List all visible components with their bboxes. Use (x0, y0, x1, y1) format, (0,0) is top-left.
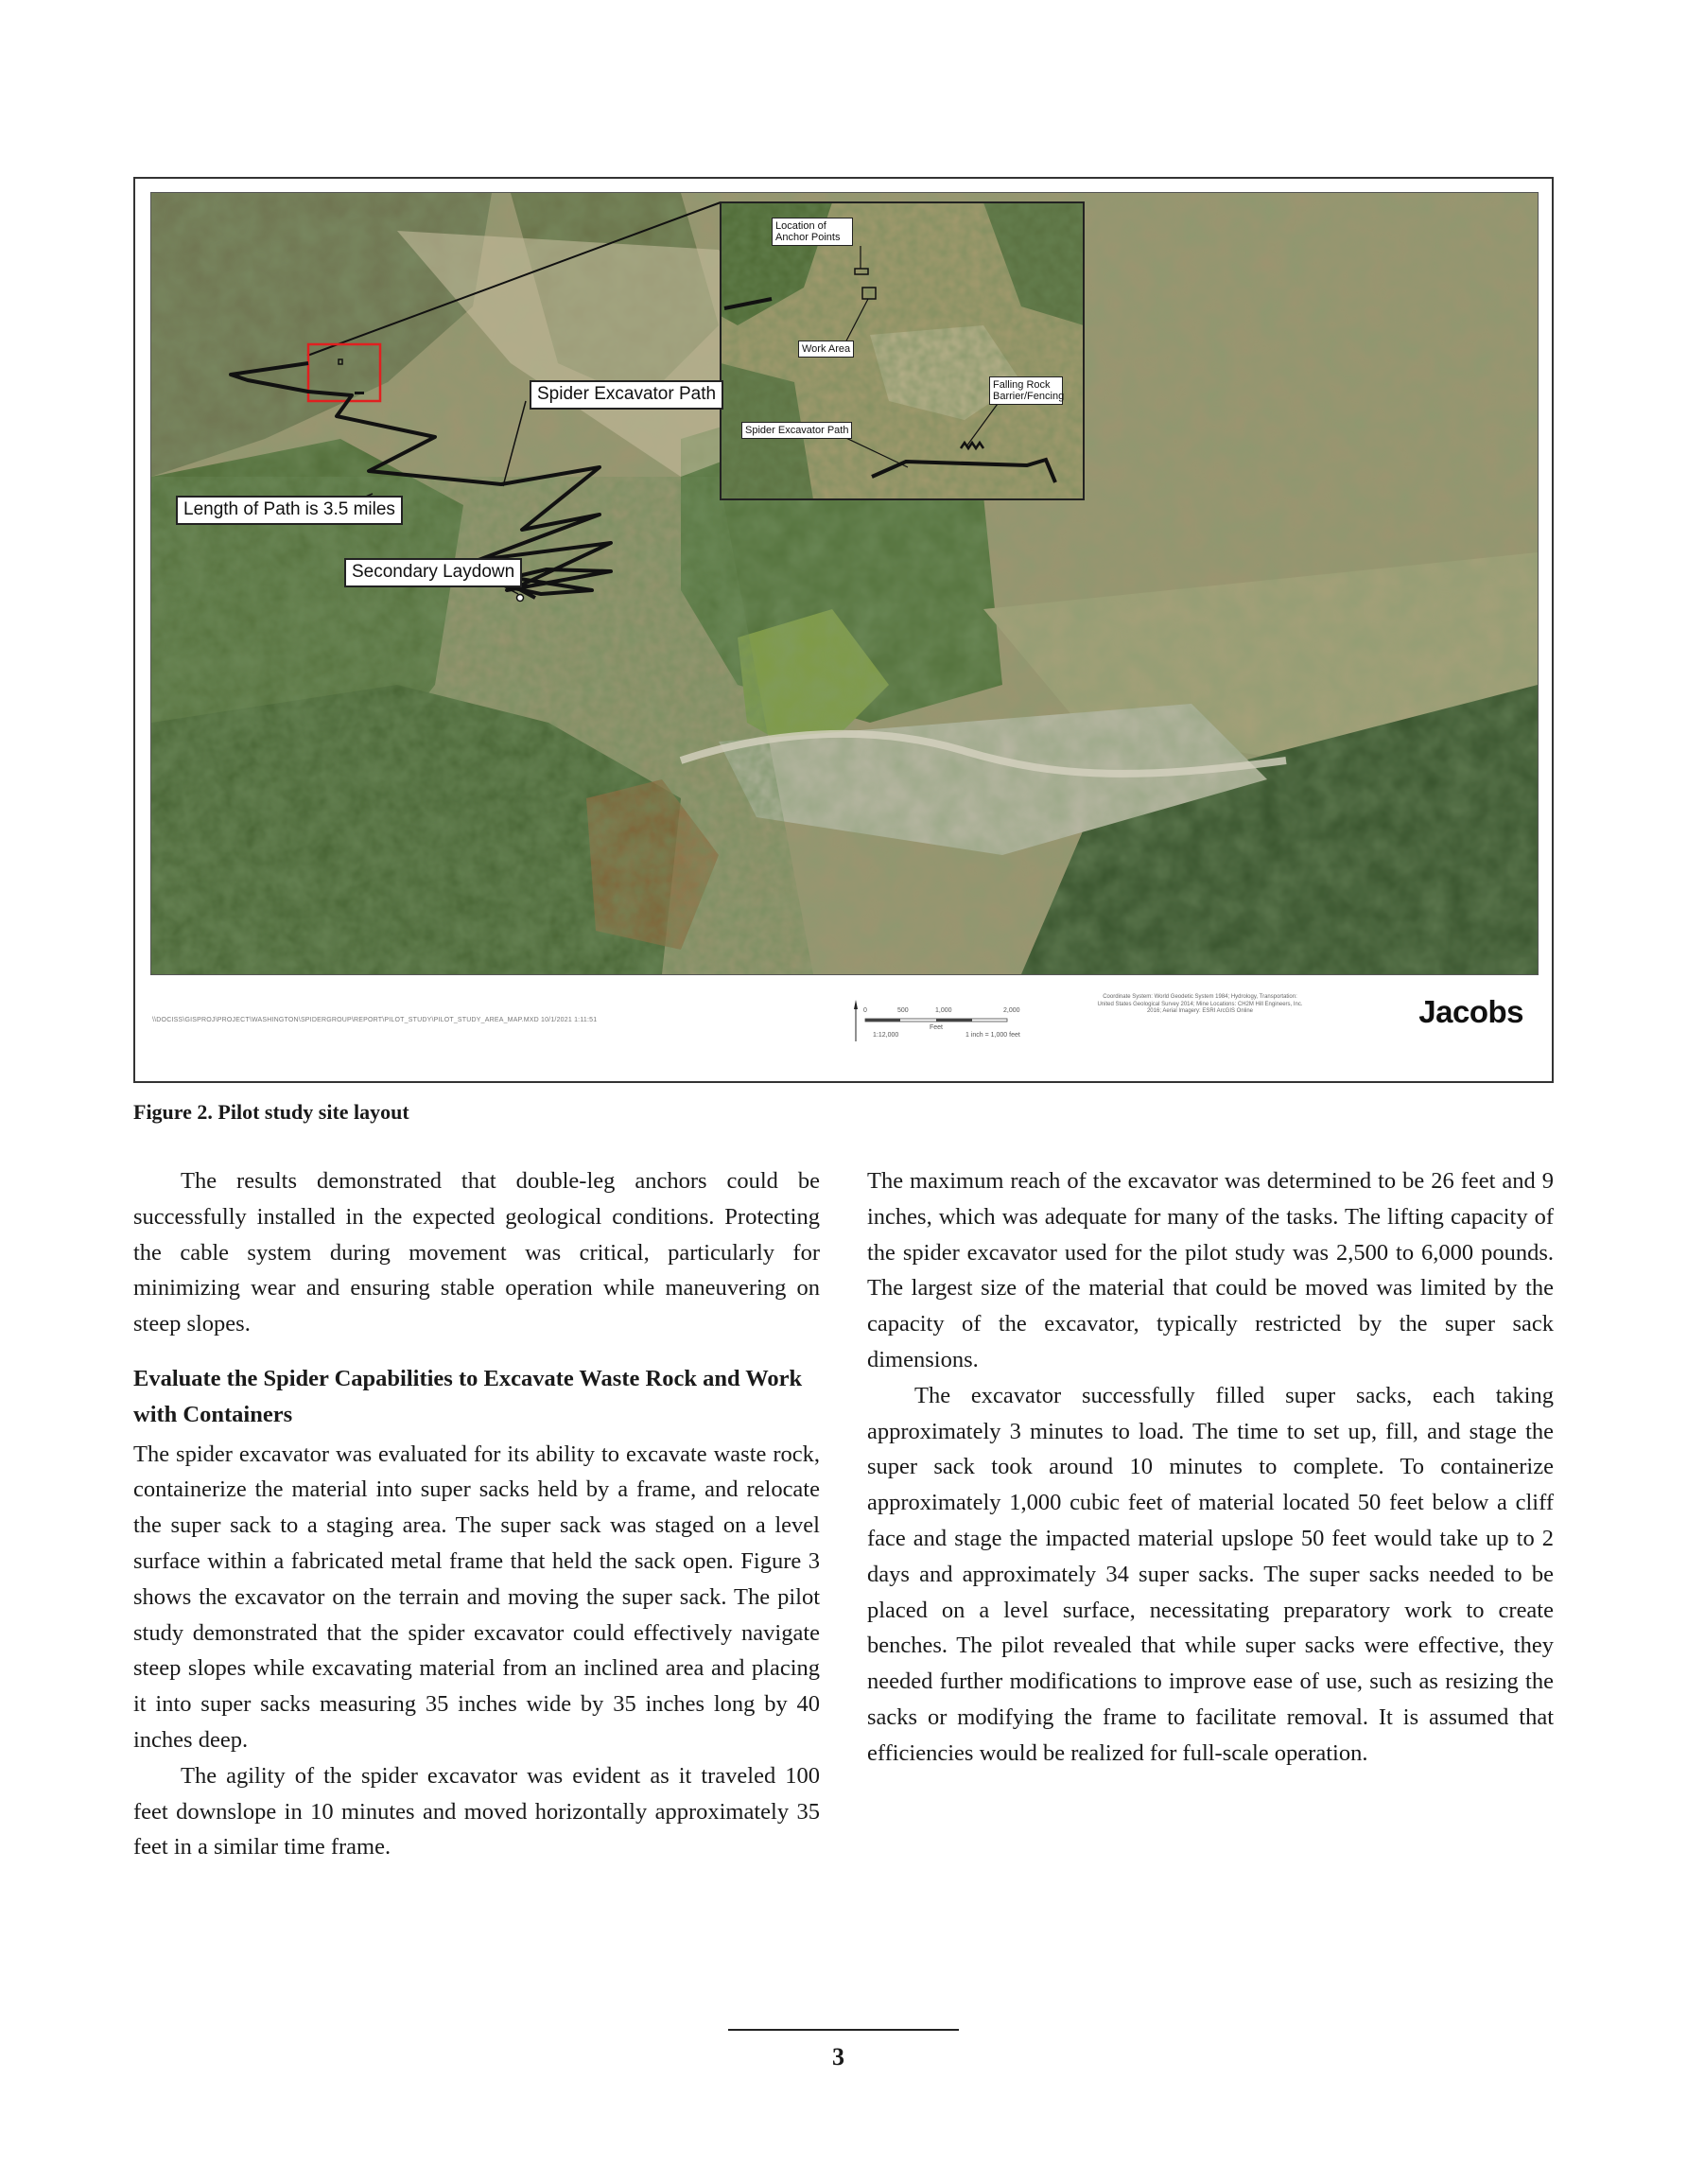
jacobs-logo: Jacobs (1418, 994, 1523, 1029)
map-credits: Coordinate System: World Geodetic System 1984; Hydrology, Transportation: United States Geological Survey 2014; Mine Locations: CH2M Hill Engineers, Inc. 2016; Aerial Imagery: ESRI ArcGIS Online (1097, 994, 1303, 1014)
map-file-path: \\DOCISS\GISPROJ\PROJECT\WASHINGTON\SPIDERGROUP\REPORT\PILOT_STUDY\PILOT_STUDY_AREA_MAP.MXD 10/1/2021 1:11:51 (152, 1017, 598, 1023)
site-layout-map (150, 192, 1539, 975)
figure-caption: Figure 2. Pilot study site layout (133, 1100, 409, 1124)
figure-frame (133, 177, 1554, 1083)
paragraph: The excavator successfully filled super sacks, each taking approximately 3 minutes to load. The time to set up, fill, and stage the super sack took around 10 minutes to complete. To containerize approximately 1,000 cubic feet of material located 50 feet below a cliff face and stage the impacted material upslope 50 feet would take up to 2 days and approximately 34 super sacks. The super sacks needed to be placed on a level surface, necessitating preparatory work to create benches. The pilot revealed that while super sacks were effective, they needed further modifications to improve ease of use, such as resizing the sacks or modifying the frame to facilitate removal. It is assumed that efficiencies would be realized for full-scale operation. (867, 1382, 1554, 1766)
scale-tick: 0 (863, 1007, 867, 1014)
page-number-rule (728, 2029, 959, 2031)
label-spider-excavator-path: Spider Excavator Path (530, 380, 723, 410)
page-number: 3 (832, 2043, 844, 2070)
label-anchor-points: Location of Anchor Points (772, 218, 853, 246)
label-work-area: Work Area (798, 341, 854, 358)
scale-tick: 1,000 (935, 1007, 952, 1014)
scale-ratio: 1:12,000 (873, 1032, 899, 1039)
map-scale-bar (852, 1000, 1136, 1066)
label-inset-spider-path: Spider Excavator Path (741, 422, 852, 439)
inset-detail-map (721, 202, 1084, 499)
paragraph: The spider excavator was evaluated for its ability to excavate waste rock, containerize the material into super sacks held by a frame, and relocate the super sack to a staging area. The super sack was staged on a level surface within a fabricated metal frame that held the sack open. Figure 3 shows the excavator on the terrain and moving the super sack. The pilot study demonstrated that the spider excavator could effectively navigate steep slopes while excavating material from an inclined area and placing it into super sacks measuring 35 inches wide by 35 inches long by 40 inches deep. (133, 1441, 820, 1753)
paragraph: The agility of the spider excavator was evident as it traveled 100 feet downslope in 10 minutes and moved horizontally approximately 35 feet in a similar time frame. (133, 1762, 820, 1861)
paragraph: The results demonstrated that double-leg anchors could be successfully installed in the expected geological conditions. Protecting the cable system during movement was critical, particularly for minimizing wear and ensuring stable operation while maneuvering on steep slopes. (133, 1168, 820, 1337)
label-path-length: Length of Path is 3.5 miles (176, 496, 403, 525)
left-text-column (133, 1163, 820, 1865)
figure-footer (150, 981, 1537, 1075)
paragraph: The maximum reach of the excavator was determined to be 26 feet and 9 inches, which was adequate for many of the tasks. The lifting capacity of the spider excavator used for the pilot study was 2,500 to 6,000 pounds. The largest size of the material that could be moved was limited by the capacity of the excavator, typically restricted by the super sack dimensions. (867, 1168, 1554, 1372)
section-heading: Evaluate the Spider Capabilities to Excavate Waste Rock and Work with Containers (133, 1365, 803, 1427)
scale-tick: 500 (897, 1007, 909, 1014)
right-text-column (867, 1163, 1554, 1772)
scale-units: Feet (930, 1024, 944, 1031)
label-secondary-laydown: Secondary Laydown (344, 558, 522, 587)
label-falling-rock-barrier: Falling Rock Barrier/Fencing (989, 376, 1063, 405)
scale-tick: 2,000 (1003, 1007, 1020, 1014)
scale-inch: 1 inch = 1,000 feet (965, 1032, 1020, 1039)
